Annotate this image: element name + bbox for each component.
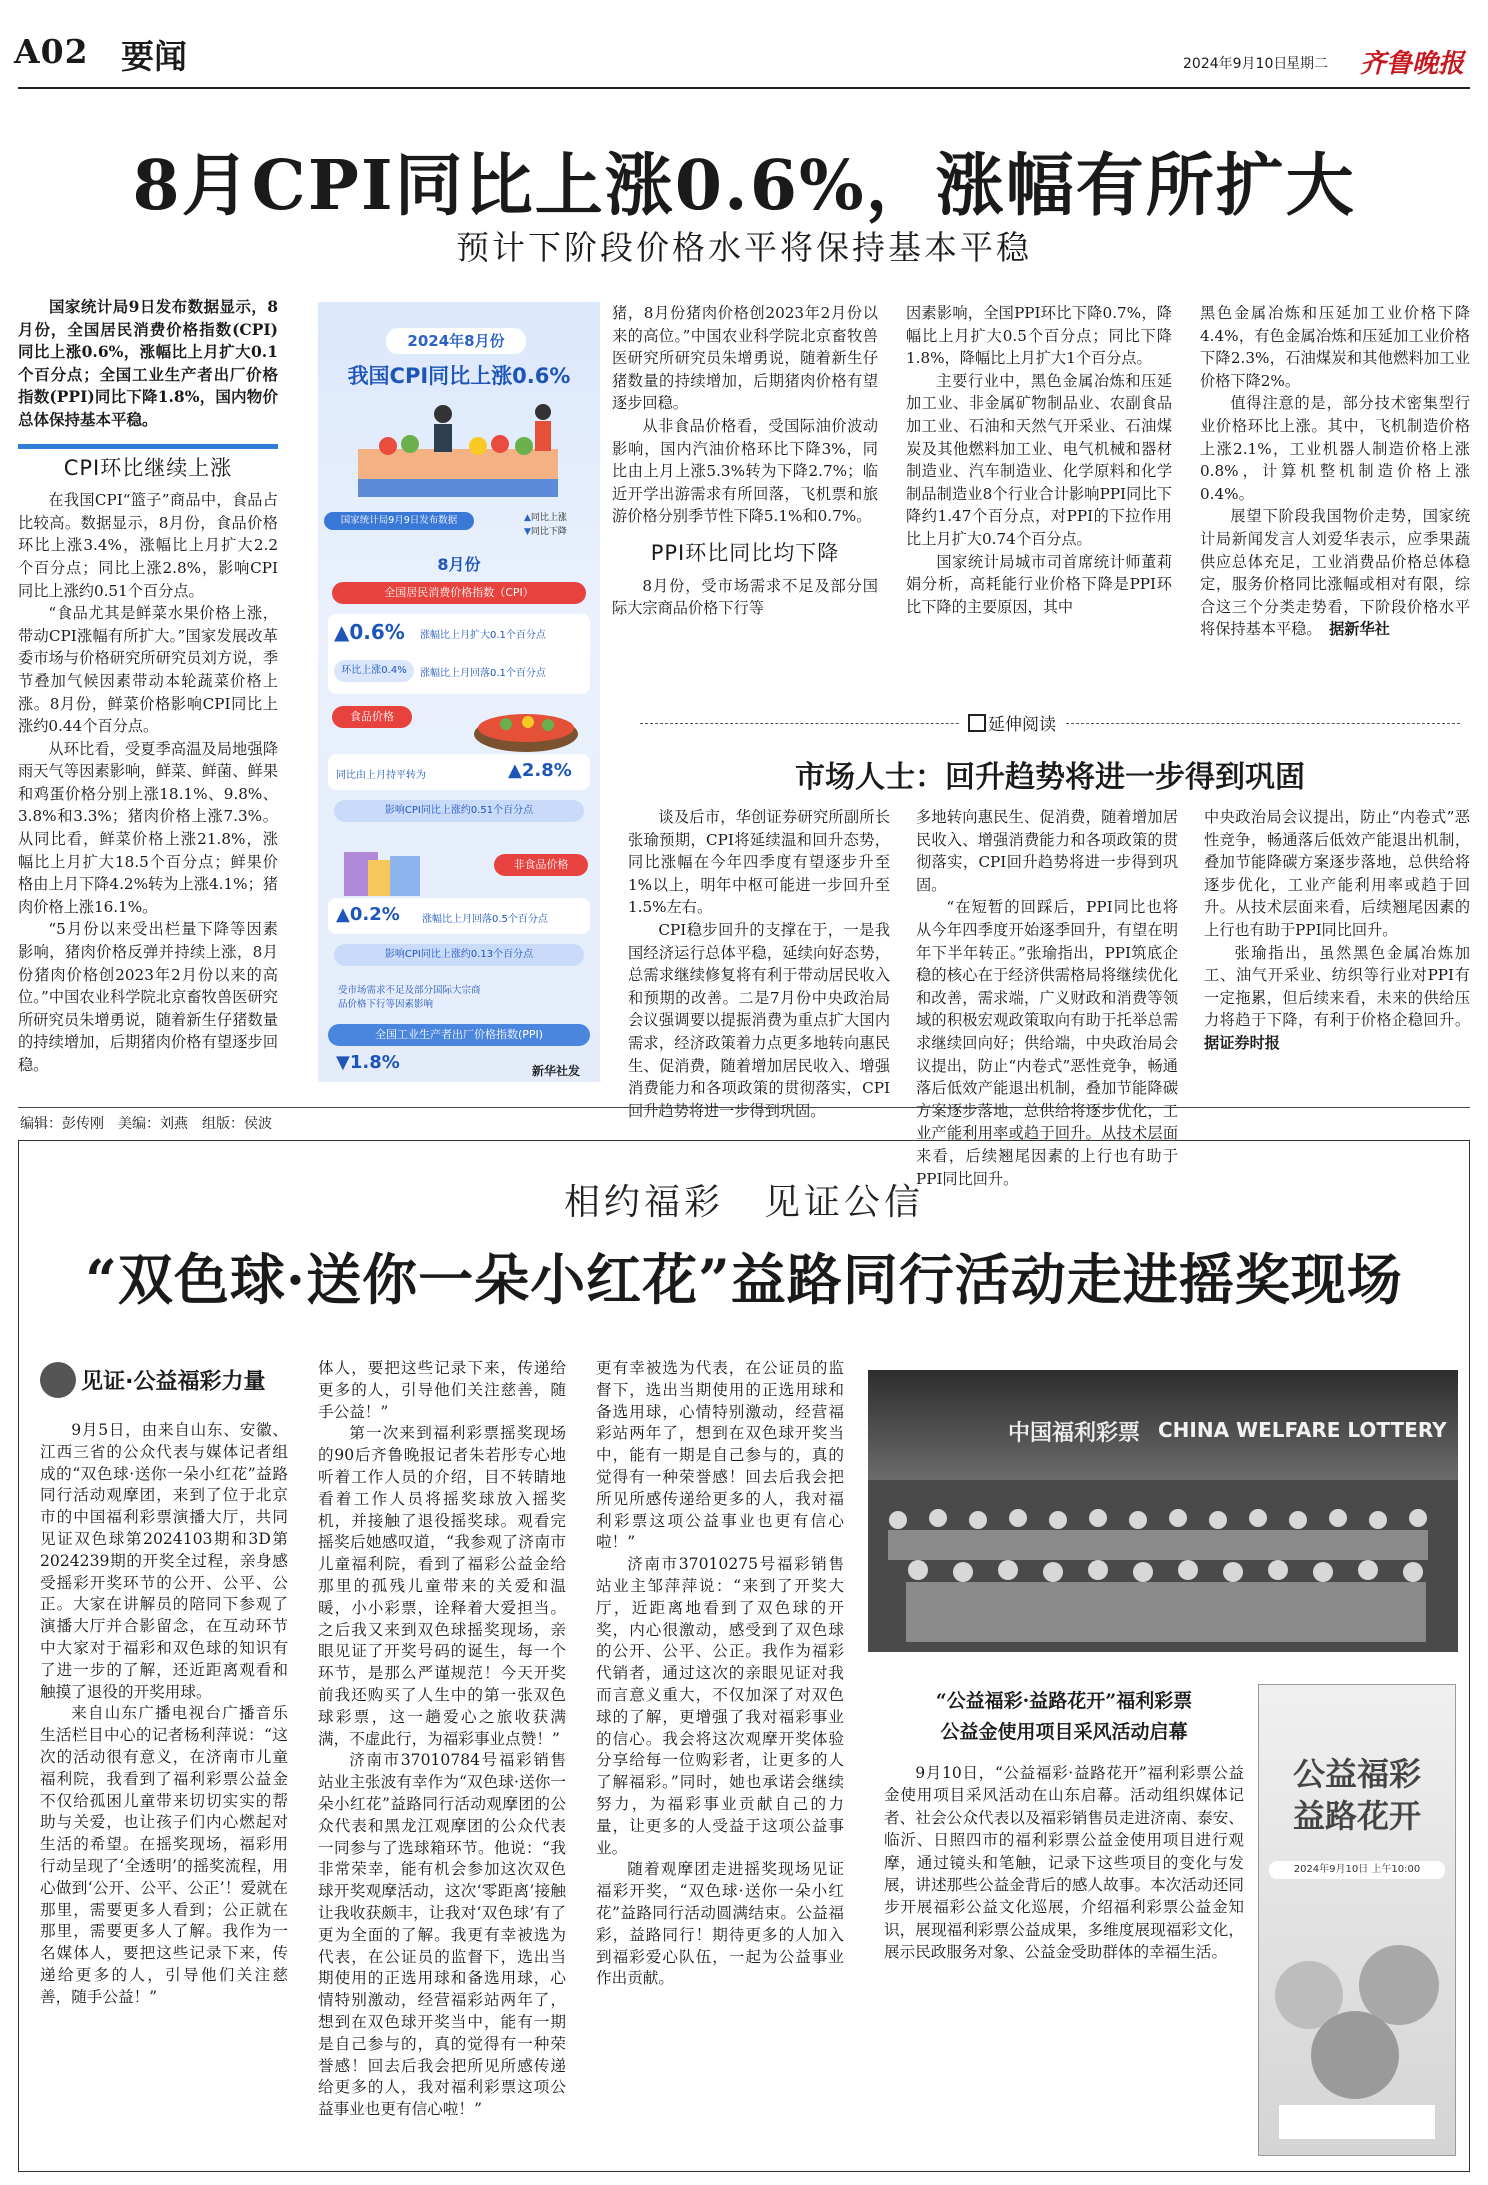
extended-headline: 市场人士：回升趋势将进一步得到巩固 xyxy=(795,760,1305,795)
info-publisher: 国家统计局9月9日发布数据 xyxy=(324,512,474,530)
nonfood-value: ▲0.2% xyxy=(336,904,400,925)
group-photo xyxy=(868,1370,1458,1652)
food-impact: 影响CPI同比上涨约0.51个百分点 xyxy=(334,800,584,822)
article1-paragraph: 从环比看，受夏季高温及局地强降雨天气等因素影响，鲜菜、鲜菌、鲜果和鸡蛋价格分别上涨18.1%、9.8%、3.8%和3.3%；猪肉价格上涨7.3%。从同比看，鲜菜价格上涨21.8%，涨幅比上月扩大18.5个百分点；鲜果价格由上月下降4.2%转为上涨4.1%；猪肉价格上涨16.1%。 xyxy=(18,739,278,916)
extended-continuation: 中央政治局会议提出，防止“内卷式”恶性竞争，畅通落后低效产能退出机制，叠加节能降碳方案逐步落地，总供给将逐步优化，工业产能利用率或趋于回升。从技术层面来看，后续翘尾因素的上行也有助于PPI同比回升。 xyxy=(1204,808,1470,939)
photo-banner-cn: 中国福利彩票 xyxy=(1008,1421,1141,1446)
extended-label: 延伸阅读 xyxy=(960,710,1064,735)
article1-continuation: 猪，8月份猪肉价格创2023年2月份以来的高位。”中国农业科学院北京畜牧兽医研究所研究员朱增勇说，随着新生仔猪数量的持续增加，后期猪肉价格有望逐步回稳。 xyxy=(612,304,878,413)
poster-title: 公益福彩 益路花开 xyxy=(1292,1755,1421,1835)
page-code: A02 xyxy=(14,32,89,71)
cpi-note: 涨幅比上月扩大0.1个百分点 xyxy=(420,630,546,641)
article1-paragraph: 展望下阶段我国物价走势，国家统计局新闻发言人刘爱华表示，应季果蔬供应总体充足，工业消费品价格总体稳定，服务价格同比涨幅或相对有限，综合这三个分类走势看，下阶段价格水平将保持基本平稳。 据新华社 xyxy=(1200,507,1470,639)
legend-down: ▼同比下降 xyxy=(524,527,567,537)
article1-continuation: 黑色金属冶炼和压延加工业价格下降4.4%，有色金属冶炼和压延加工业价格下降2.3%，石油煤炭和其他燃料加工业价格下降2%。 xyxy=(1200,304,1470,390)
photo-banner: CHINA WELFARE LOTTERY xyxy=(1158,1418,1447,1442)
article2-continuation: 更有幸被选为代表，在公证员的监督下，选出当期使用的正选用球和备选用球，心情特别激动，经营福彩站两年了，想到在双色球开奖当中，能有一期是自己参与的，真的觉得有一种荣誉感！回去后我会把所见所感传递给更多的人，我对福利彩票这项公益事业也更有信心啦！” xyxy=(596,1359,844,1552)
cpi-infographic xyxy=(318,302,600,1082)
editor-rule xyxy=(18,1107,1470,1108)
food-value: ▲2.8% xyxy=(508,760,572,781)
paper-logo: 齐鲁晚报 xyxy=(1360,49,1465,79)
issue-date: 2024年9月10日 xyxy=(1183,56,1288,72)
event-poster xyxy=(1258,1684,1456,2156)
article2-paragraph: 9月5日，由来自山东、安徽、江西三省的公众代表与媒体记者组成的“双色球·送你一朵小红花”益路同行活动观摩团，来到了位于北京市的中国福利彩票演播大厅，共同见证双色球第2024103期和3D第2024239期的开奖全过程，亲身感受摇彩开奖环节的公开、公平、公正。大家在讲解员的陪同下参观了演播大厅并合影留念，在互动环节中大家对于福彩和双色球的知识有了进一步的了解，还近距离观看和触摸了退役的开奖用球。 xyxy=(40,1421,288,1701)
nonfood-label: 非食品价格 xyxy=(494,854,588,876)
extended-column-2 xyxy=(916,806,1178,1188)
article2-column-1 xyxy=(40,1420,288,2160)
article1-paragraph: “食品尤其是鲜菜水果价格上涨，带动CPI涨幅有所扩大。”国家发展改革委市场与价格研究所研究员刘方说，季节叠加气候因素带动本轮蔬菜价格上涨。8月份，鲜菜价格影响CPI同比上涨约0.44个百分点。 xyxy=(18,604,278,736)
poster-flowers xyxy=(1259,1915,1455,2155)
article1-column-4 xyxy=(906,302,1172,662)
subhead-ppi: PPI环比同比均下降 xyxy=(650,540,840,565)
lead-rule xyxy=(18,444,278,449)
main-headline: 8月CPI同比上涨0.6%，涨幅有所扩大 xyxy=(132,146,1356,226)
subhead-cpi: CPI环比继续上涨 xyxy=(63,455,233,480)
article1-continuation: 因素影响，全国PPI环比下降0.7%，降幅比上月扩大0.5个百分点；同比下降1.8%，降幅比上月扩大1个百分点。 xyxy=(906,304,1172,368)
cpi-mom: 环比上涨0.4% xyxy=(334,660,414,682)
info-month: 8月份 xyxy=(437,555,481,574)
article1-paragraph: “5月份以来受出栏量下降等因素影响，猪肉价格反弹并持续上涨，8月份猪肉价格创2023年2月份以来的高位。”中国农业科学院北京畜牧兽医研究所研究员朱增勇说，随着新生仔猪数量的持续增加，后期猪肉价格有望逐步回稳。 xyxy=(18,920,278,1074)
article1-lead: 国家统计局9日发布数据显示，8月份，全国居民消费价格指数(CPI)同比上涨0.6%，涨幅比上月扩大0.1个百分点；全国工业生产者出厂价格指数(PPI)同比下降1.8%，国内物价总体保持基本平稳。 xyxy=(18,297,278,429)
info-credit: 新华社发 xyxy=(532,1064,581,1078)
section-name: 要闻 xyxy=(121,37,187,76)
nonfood-note: 涨幅比上月回落0.5个百分点 xyxy=(422,914,548,925)
legend-up: ▲同比上涨 xyxy=(524,513,567,523)
article2-paragraph: 第一次来到福利彩票摇奖现场的90后齐鲁晚报记者朱若彤专心地听着工作人员的介绍，目不转睛地看着工作人员将摇奖球放入摇奖机，并接触了退役摇奖球。观看完摇奖后她感叹道，“我参观了济南市儿童福利院，看到了福彩公益金给那里的孤残儿童带来的关爱和温暖，小小彩票，诠释着大爱担当。之后我又来到双色球摇奖现场，亲眼见证了开奖号码的诞生，每一个环节，是那么严谨规范！今天开奖前我还购买了人生中的第一张双色球彩票，这一趟爱心之旅收获满满，不虚此行，为福彩事业点赞！” xyxy=(318,1424,566,1748)
article1-column-5 xyxy=(1200,302,1470,672)
people-silhouettes xyxy=(868,1480,1458,1652)
ppi-reason: 受市场需求不足及部分国际大宗商品价格下行等因素影响 xyxy=(338,985,481,1010)
cpi-label: 全国居民消费价格指数（CPI） xyxy=(332,582,586,604)
article1-source: 据新华社 xyxy=(1329,620,1390,639)
cpi-mom-note: 涨幅比上月回落0.1个百分点 xyxy=(420,668,546,679)
article2-column-3 xyxy=(596,1358,844,2160)
shopping-bags-illustration xyxy=(338,836,428,898)
extended-paragraph: 张瑜指出，虽然黑色金属冶炼加工、油气开采业、纺织等行业对PPI有一定拖累，但后续来看，未来的供给压力将趋于下降，有利于价格企稳回升。据证券时报 xyxy=(1204,943,1470,1052)
article1-paragraph: 主要行业中，黑色金属冶炼和压延加工业、非金属矿物制品业、农副食品加工业、石油和天然气开采业、石油煤炭及其他燃料加工业、电气机械和器材制造业、汽车制造业、化学原料和化学制品制造业8个行业合计影响PPI同比下降约1.47个百分点，对PPI的下拉作用比上月扩大0.74个百分点。 xyxy=(906,371,1172,548)
extended-paragraph: 谈及后市，华创证券研究所副所长张瑜预期，CPI将延续温和回升态势，同比涨幅在今年四季度有望逐步升至1%以上，明年中枢可能进一步回升至1.5%左右。 xyxy=(628,808,890,917)
article1-paragraph-start: 国家统计局城市司首席统计师董莉娟分析，高耗能行业价格下降是PPI环比下降的主要原因，其中 xyxy=(906,552,1172,616)
article1-paragraph-start: 8月份，受市场需求不足及部分国际大宗商品价格下行等 xyxy=(612,576,878,618)
article3-body xyxy=(884,1762,1244,2162)
extended-column-3 xyxy=(1204,806,1470,1082)
article1-column-3 xyxy=(612,302,878,662)
lottery-logo-icon xyxy=(40,1362,76,1398)
advertorial-headline: “双色球·送你一朵小红花”益路同行活动走进摇奖现场 xyxy=(85,1247,1403,1312)
extended-continuation: 多地转向惠民生、促消费，随着增加居民收入、增强消费能力和各项政策的贯彻落实，CPI回升趋势将进一步得到巩固。 xyxy=(916,808,1178,894)
poster-date: 2024年9月10日 上午10:00 xyxy=(1269,1861,1445,1879)
extended-source: 据证券时报 xyxy=(1204,1033,1280,1052)
editors-credit: 编辑：彭传刚 美编：刘燕 组版：侯波 xyxy=(20,1116,272,1132)
extended-column-1 xyxy=(628,806,890,1120)
article2-paragraph: 济南市37010275号福彩销售站业主邹萍萍说：“来到了开奖大厅，近距离地看到了双色球的开奖，内心很激动，感受到了双色球的公开、公平、公正。我作为福彩代销者，通过这次的亲眼见证对我而言意义重大，不仅加深了对双色球的了解，更增强了我对福彩事业的信心。我会将这次观摩开奖体验分享给每一位购彩者，让更多的人了解福彩。”同时，她也承诺会继续努力，为福彩事业贡献自己的力量，让更多的人受益于这项公益事业。 xyxy=(596,1555,844,1857)
info-title: 我国CPI同比上涨0.6% xyxy=(347,364,571,388)
article2-paragraph: 济南市37010784号福彩销售站业主张波有幸作为“双色球·送你一朵小红花”益路同行活动观摩团的公众代表和黑龙江观摩团的公众代表一同参与了选球箱环节。他说：“我非常荣幸，能有机会参加这次双色球开奖观摩活动，这次‘零距离’接触让我收获颇丰，让我对‘双色球’有了更为全面的了解。我更有幸被选为代表，在公证员的监督下，选出当期使用的正选用球和备选用球，心情特别激动，经营福彩站两年了，想到在双色球开奖当中，能有一期是自己参与的，真的觉得有一种荣誉感！回去后我会把所见所感传递给更多的人，我对福利彩票这项公益事业也更有信心啦！” xyxy=(318,1751,566,2119)
triangle-up-icon: ▲ xyxy=(524,513,531,523)
article2-continuation: 体人，要把这些记录下来，传递给更多的人，引导他们关注慈善，随手公益！” xyxy=(318,1359,566,1421)
info-tag: 2024年8月份 xyxy=(386,328,526,354)
article2-column-2 xyxy=(318,1358,566,2160)
food-turn: 同比由上月持平转为 xyxy=(336,770,426,781)
article1-paragraph: 在我国CPI“篮子”商品中，食品占比较高。数据显示，8月份，食品价格环比上涨3.4%，涨幅比上月扩大2.2个百分点；同比上涨2.8%，影响CPI同比上涨约0.51个百分点。 xyxy=(18,491,278,600)
article1-column-1 xyxy=(18,296,278,1080)
triangle-down-icon: ▼ xyxy=(524,527,531,537)
extended-paragraph: CPI稳步回升的支撑在于，一是我国经济运行总体平稳，延续向好态势，总需求继续修复将有利于带动居民收入和预期的改善。二是7月份中央政治局会议强调要以提振消费为重点扩大国内需求，经济政策着力点更多地转向惠民生、促消费，随着增加居民收入、增强消费能力和各项政策的贯彻落实，CPI回升趋势将进一步得到巩固。 xyxy=(628,920,890,1120)
food-label: 食品价格 xyxy=(332,706,412,728)
hotpot-illustration xyxy=(466,694,586,758)
article1-paragraph: 从非食品价格看，受国际油价波动影响，国内汽油价格环比下降3%，同比由上月上涨5.3%转为下降2.7%；临近开学出游需求有所回落，飞机票和旅游价格分别季节性下降5.1%和0.7%。 xyxy=(612,416,878,526)
advertorial-kicker: 相约福彩 见证公信 xyxy=(563,1182,924,1223)
article3-headline: “公益福彩·益路花开”福利彩票 公益金使用项目采风活动启幕 xyxy=(935,1690,1193,1743)
header-rule xyxy=(18,87,1470,89)
article2-paragraph: 来自山东广播电视台广播音乐生活栏目中心的记者杨利萍说：“这次的活动很有意义，在济南市儿童福利院，我看到了福利彩票公益金不仅给孤困儿童带来切切实实的帮助与关爱，也让孩子们内心燃起对生活的希望。在摇奖现场，福彩用行动呈现了‘全透明’的摇奖流程，用心做到‘公开、公平、公正’！爱就在那里，需要更多人看到；公正就在那里，需要更多人了解。我作为一名媒体人，要把这些记录下来，传递给更多的人，引导他们关注慈善，随手公益！” xyxy=(40,1704,288,2006)
extended-paragraph: “在短暂的回踩后，PPI同比也将从今年四季度开始逐季回升，有望在明年下半年转正。”张瑜指出，PPI筑底企稳的核心在于经济供需格局将继续优化和改善，需求端，广义财政和消费等领域的积极宏观政策取向有助于托举总需求继续回向好；供给端，中央政治局会议提出，防止“内卷式”恶性竞争，畅通落后低效产能退出机制，叠加节能降碳方案逐步落地，总供给将逐步优化，工业产能利用率或趋于回升。从技术层面来看，后续翘尾因素的上行也有助于PPI同比回升。 xyxy=(916,898,1178,1188)
ppi-value: ▼1.8% xyxy=(336,1052,400,1073)
ppi-label: 全国工业生产者出厂价格指数(PPI) xyxy=(328,1024,590,1046)
article1-paragraph: 值得注意的是，部分技术密集型行业价格环比上涨。其中，飞机制造价格上涨2.1%，工业机器人制造价格上涨0.8%，计算机整机制造价格上涨0.4%。 xyxy=(1200,394,1470,503)
article2-paragraph: 随着观摩团走进摇奖现场见证福彩开奖，“双色球·送你一朵小红花”益路同行活动圆满结束。公益福彩，益路同行！期待更多的人加入到福彩爱心队伍，一起为公益事业作出贡献。 xyxy=(596,1860,844,1988)
nonfood-impact: 影响CPI同比上涨约0.13个百分点 xyxy=(334,944,584,966)
book-icon xyxy=(968,714,986,732)
main-subheadline: 预计下阶段价格水平将保持基本平稳 xyxy=(456,228,1032,267)
article3-paragraph: 9月10日，“公益福彩·益路花开”福利彩票公益金使用项目采风活动在山东启幕。活动组织媒体记者、社会公众代表以及福彩销售员走进济南、泰安、临沂、日照四市的福利彩票公益金使用项目进行观摩，通过镜头和笔触，记录下这些项目的变化与发展，讲述那些公益金背后的感人故事。本次活动还同步开展福彩公益文化巡展，介绍福利彩票公益金知识，展现福利彩票公益成果，多维度展现福彩文化，展示民政服务对象、公益金受助群体的幸福生活。 xyxy=(884,1764,1244,1962)
column-brand: 见证·公益福彩力量 xyxy=(40,1362,284,1402)
issue-weekday: 星期二 xyxy=(1286,56,1328,72)
cpi-value: ▲0.6% xyxy=(334,620,405,644)
market-illustration xyxy=(328,394,590,504)
